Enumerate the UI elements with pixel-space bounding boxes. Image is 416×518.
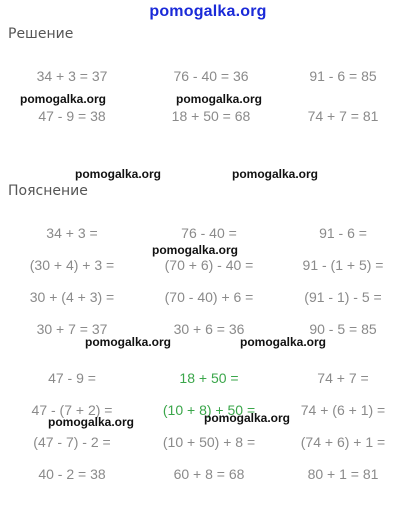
solution-equation: 76 - 40 = 36 xyxy=(173,68,249,84)
watermark: pomogalka.org xyxy=(20,92,107,106)
explanation-equation: 30 + (4 + 3) = xyxy=(29,289,115,305)
watermark: pomogalka.org xyxy=(204,411,291,425)
site-logo[interactable]: pomogalka.org xyxy=(149,3,267,20)
solution-equation: 47 - 9 = 38 xyxy=(38,108,106,124)
explanation-equation: 74 + (6 + 1) = xyxy=(300,402,386,418)
explanation-equation: 91 - (1 + 5) = xyxy=(302,257,384,273)
solution-equation: 34 + 3 = 37 xyxy=(36,68,108,84)
explanation-equation: 76 - 40 = xyxy=(181,225,237,241)
explanation-equation: (30 + 4) + 3 = xyxy=(29,257,115,273)
explanation-equation: (74 + 6) + 1 = xyxy=(300,434,386,450)
explanation-equation: 18 + 50 = xyxy=(179,370,239,386)
explanation-equation: 30 + 6 = 36 xyxy=(173,321,245,337)
watermark: pomogalka.org xyxy=(85,335,172,349)
explanation-equation: (10 + 50) + 8 = xyxy=(162,434,256,450)
solution-equation: 18 + 50 = 68 xyxy=(171,108,251,124)
explanation-equation: (91 - 1) - 5 = xyxy=(304,289,382,305)
watermark: pomogalka.org xyxy=(48,415,135,429)
explanation-equation: (70 + 6) - 40 = xyxy=(164,257,254,273)
watermark: pomogalka.org xyxy=(152,243,239,257)
explanation-equation: 91 - 6 = xyxy=(319,225,367,241)
explanation-equation: 90 - 5 = 85 xyxy=(309,321,377,337)
heading-solution: Решение xyxy=(8,26,74,42)
explanation-equation: 80 + 1 = 81 xyxy=(307,466,379,482)
watermark: pomogalka.org xyxy=(75,167,162,181)
explanation-equation: 34 + 3 = xyxy=(46,225,98,241)
explanation-equation: 47 - 9 = xyxy=(48,370,96,386)
explanation-equation: (10 + 8) + 50 = xyxy=(162,402,256,418)
solution-equation: 74 + 7 = 81 xyxy=(307,108,379,124)
watermark: pomogalka.org xyxy=(232,167,319,181)
explanation-equation: 30 + 7 = 37 xyxy=(36,321,108,337)
explanation-equation: 47 - (7 + 2) = xyxy=(31,402,113,418)
explanation-equation: (47 - 7) - 2 = xyxy=(33,434,111,450)
watermark: pomogalka.org xyxy=(240,335,327,349)
explanation-equation: (70 - 40) + 6 = xyxy=(164,289,254,305)
explanation-equation: 74 + 7 = xyxy=(317,370,369,386)
explanation-equation: 40 - 2 = 38 xyxy=(38,466,106,482)
solution-equation: 91 - 6 = 85 xyxy=(309,68,377,84)
explanation-equation: 60 + 8 = 68 xyxy=(173,466,245,482)
heading-explanation: Пояснение xyxy=(8,183,88,199)
watermark: pomogalka.org xyxy=(176,92,263,106)
